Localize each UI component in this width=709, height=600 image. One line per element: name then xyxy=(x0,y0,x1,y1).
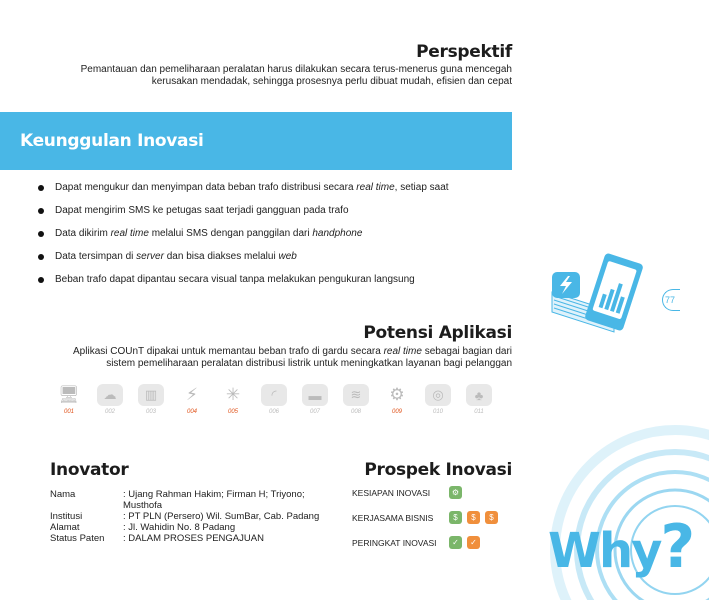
potensi-icon-number: 007 xyxy=(309,409,320,415)
potensi-icon-number: 006 xyxy=(268,409,279,415)
money-bag-icon: $ xyxy=(467,511,480,524)
potensi-text: Aplikasi COUnT dipakai untuk memantau beban trafo di gardu secara real time sebagai bagian dari sistem pemeliharaan peralatan distribusi listrik untuk meningkatkan layanan bagi pelanggan xyxy=(73,346,512,369)
potensi-icon-item xyxy=(460,384,498,420)
perspektif-title: Perspektif xyxy=(416,42,512,62)
perspektif-text: Pemantauan dan pemeliharaan peralatan harus dilakukan secara terus-menerus guna mencegah kerusakan mendadak, sehingga prosesnya perlu dibuat mudah, efisien dan cepat xyxy=(80,64,512,87)
potensi-icon-number: 010 xyxy=(432,409,443,415)
row-key: Institusi xyxy=(50,511,83,522)
prospek-label: KESIAPAN INOVASI xyxy=(352,487,431,498)
keunggulan-item: Beban trafo dapat dipantau secara visual tanpa melakukan pengukuran langsung xyxy=(38,273,449,296)
prospek-row-kesiapan xyxy=(352,486,467,499)
keunggulan-item: Dapat mengirim SMS ke petugas saat terjadi gangguan pada trafo xyxy=(38,204,449,227)
target-icon: ◎ xyxy=(425,384,451,406)
potensi-icon-number: 008 xyxy=(350,409,361,415)
potensi-icon-item xyxy=(419,384,457,420)
phone-chart-illustration xyxy=(544,252,664,342)
row-key: Nama xyxy=(50,489,76,500)
prospek-row-peringkat xyxy=(352,536,485,549)
satellite-icon: ◜ xyxy=(261,384,287,406)
row-key: Status Paten xyxy=(50,533,105,544)
potensi-icon-item xyxy=(255,384,293,420)
potensi-icon-item xyxy=(173,384,211,420)
keunggulan-list xyxy=(38,181,449,296)
thumbs-up-icon: ✓ xyxy=(449,536,462,549)
prospek-title: Prospek Inovasi xyxy=(364,460,512,480)
potensi-icon-item xyxy=(296,384,334,420)
inovator-title: Inovator xyxy=(50,460,129,480)
potensi-icon-number: 002 xyxy=(104,409,115,415)
table-row xyxy=(50,489,323,511)
potensi-icon-item xyxy=(91,384,129,420)
keunggulan-title: Keunggulan Inovasi xyxy=(20,131,204,151)
inovator-table xyxy=(50,489,323,544)
keunggulan-item: Data tersimpan di server dan bisa diakses melalui web xyxy=(38,250,449,273)
cloud-icon: ☁ xyxy=(97,384,123,406)
row-value: : Ujang Rahman Hakim; Firman H; Triyono; Musthofa xyxy=(123,489,305,511)
potensi-title: Potensi Aplikasi xyxy=(363,323,512,343)
potensi-icon-number: 005 xyxy=(227,409,238,415)
pipe-icon: ≋ xyxy=(343,384,369,406)
prospek-label: PERINGKAT INOVASI xyxy=(352,537,437,548)
thumbs-up-icon: ✓ xyxy=(467,536,480,549)
prospek-label: KERJASAMA BISNIS xyxy=(352,512,434,523)
table-row xyxy=(50,511,323,522)
keunggulan-item: Dapat mengukur dan menyimpan data beban trafo distribusi secara real time, setiap saat xyxy=(38,181,449,204)
table-row xyxy=(50,533,323,544)
row-value: : PT PLN (Persero) Wil. SumBar, Cab. Padang xyxy=(123,511,320,522)
plant-icon: ♣ xyxy=(466,384,492,406)
potensi-icon-item xyxy=(50,384,88,420)
page-number: 77 xyxy=(662,289,680,311)
gear-badge-icon: ⚙ xyxy=(449,486,462,499)
money-bag-icon: $ xyxy=(449,511,462,524)
potensi-icon-number: 003 xyxy=(145,409,156,415)
power-icon: ⚡ xyxy=(186,385,198,404)
potensi-icon-row xyxy=(50,384,498,420)
potensi-icon-item xyxy=(337,384,375,420)
keunggulan-item: Data dikirim real time melalui SMS dengan panggilan dari handphone xyxy=(38,227,449,250)
prospek-row-kerjasama xyxy=(352,511,503,524)
potensi-icon-item xyxy=(378,384,416,420)
row-key: Alamat xyxy=(50,522,80,533)
potensi-icon-item xyxy=(214,384,252,420)
potensi-icon-number: 011 xyxy=(474,409,484,415)
potensi-icon-number: 009 xyxy=(391,409,402,415)
factory-icon: ▥ xyxy=(138,384,164,406)
gear-globe-icon: ⚙ xyxy=(389,385,405,404)
row-value: : DALAM PROSES PENGAJUAN xyxy=(123,533,264,544)
money-bag-icon: $ xyxy=(485,511,498,524)
potensi-icon-number: 004 xyxy=(186,409,197,415)
potensi-icon-item xyxy=(132,384,170,420)
table-row xyxy=(50,522,323,533)
monitor-icon: 🖥 xyxy=(58,385,80,404)
potensi-icon-number: 001 xyxy=(63,409,74,415)
tower-icon: ✳ xyxy=(225,385,241,404)
why-logo: Why? xyxy=(548,512,694,582)
car-icon: ▬ xyxy=(302,384,328,406)
row-value: : Jl. Wahidin No. 8 Padang xyxy=(123,522,236,533)
